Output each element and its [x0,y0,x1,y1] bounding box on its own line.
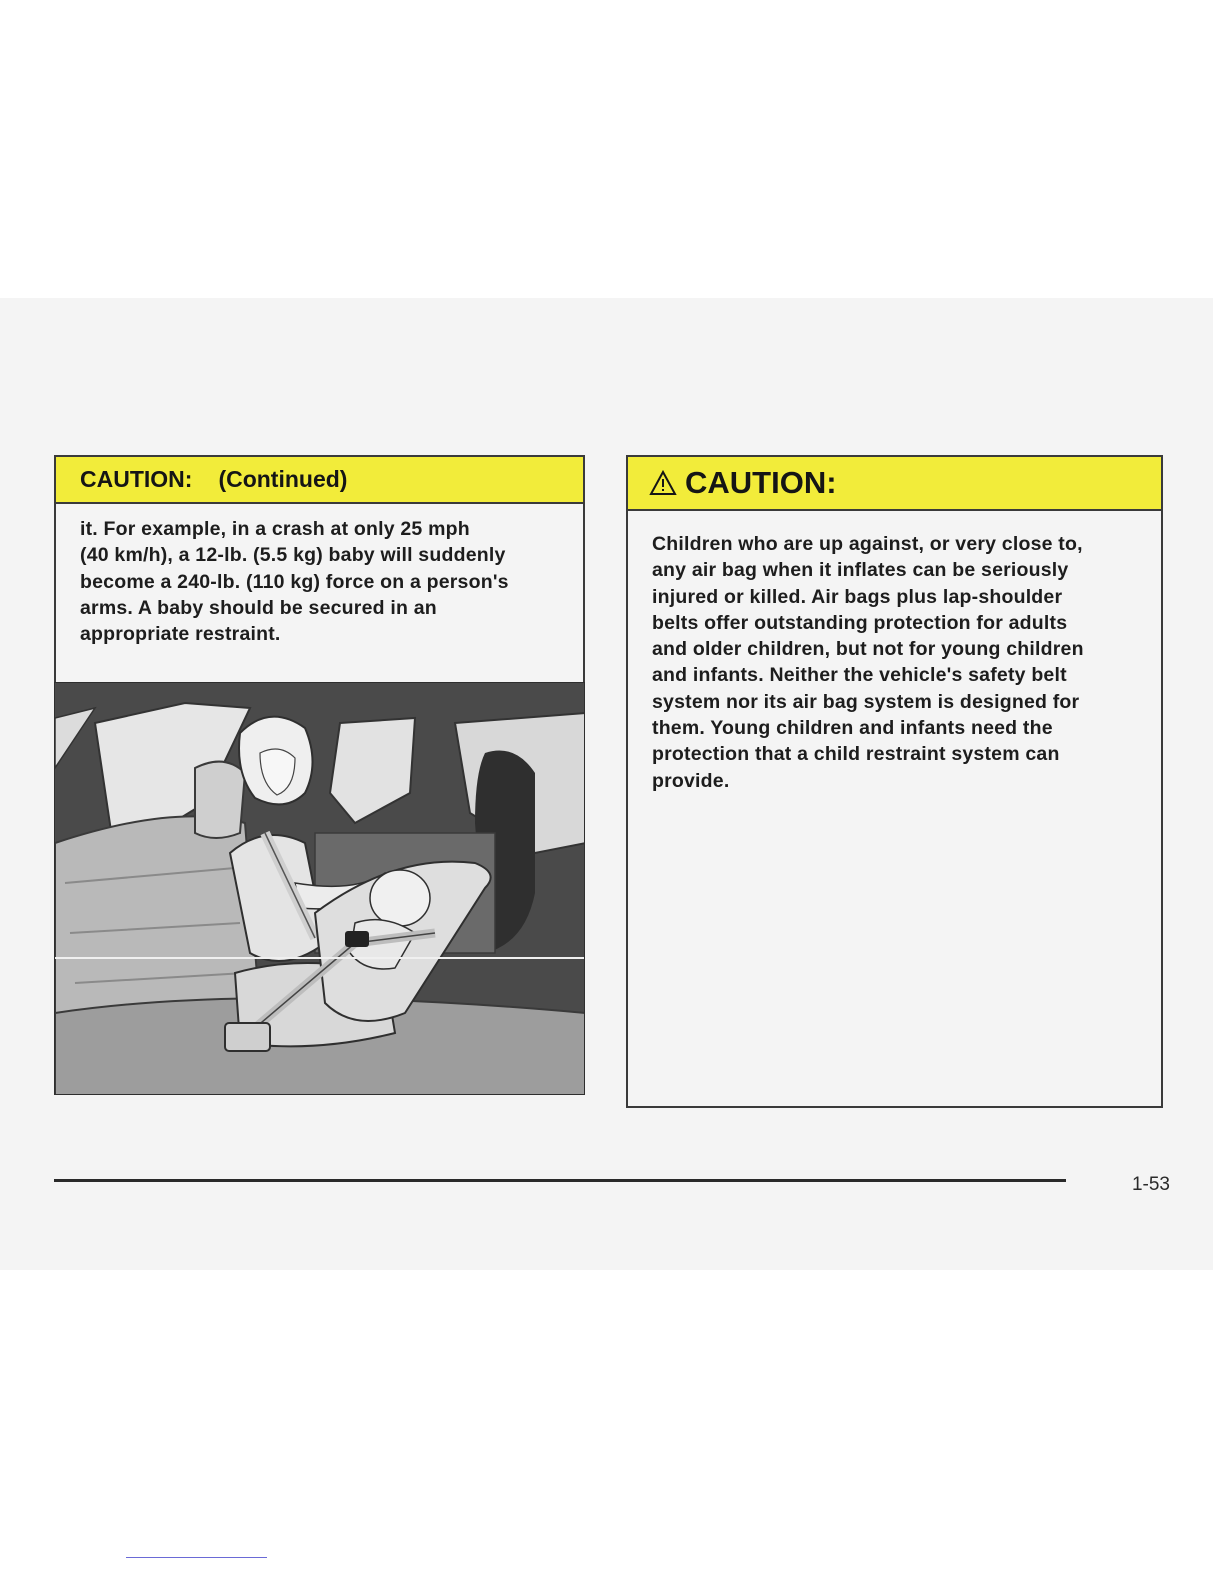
vehicle-interior-drawing [55,683,585,1095]
footer-rule [54,1179,1066,1182]
caution-continued-header [56,457,583,504]
caution-title: CAUTION: [685,465,837,500]
caution-box [626,455,1163,1108]
footer-link-underline[interactable] [126,1557,267,1558]
caution-text [628,511,1161,794]
caution-continued-text [56,504,583,647]
page-number: 1-53 [1131,1174,1170,1195]
caution-line: system nor its air bag system is designed for [652,690,1080,713]
warning-triangle-icon [649,470,677,496]
caution-header [628,457,1161,511]
page-sheet [0,298,1213,1270]
caution-continued-line: (40 km/h), a 12-lb. (5.5 kg) baby will suddenly [80,544,506,567]
caution-line: belts offer outstanding protection for adults [652,611,1068,634]
caution-line: Children who are up against, or very close to, [652,533,1083,555]
continued-label: (Continued) [218,466,348,492]
child-restraint-illustration [54,682,585,1095]
caution-label: CAUTION: [80,466,193,492]
caution-continued-line: it. For example, in a crash at only 25 mph [80,518,470,540]
caution-continued-line: appropriate restraint. [80,623,281,646]
caution-continued-line: become a 240-lb. (110 kg) force on a person's [80,570,509,593]
caution-line: any air bag when it inflates can be seriously [652,559,1069,582]
caution-line: and infants. Neither the vehicle's safety belt [652,664,1067,687]
caution-continued-line: arms. A baby should be secured in an [80,596,437,619]
caution-line: protection that a child restraint system can [652,743,1060,766]
caution-line: injured or killed. Air bags plus lap-shoulder [652,585,1063,608]
caution-line: provide. [652,769,730,792]
caution-line: them. Young children and infants need the [652,717,1053,740]
caution-line: and older children, but not for young children [652,638,1084,661]
